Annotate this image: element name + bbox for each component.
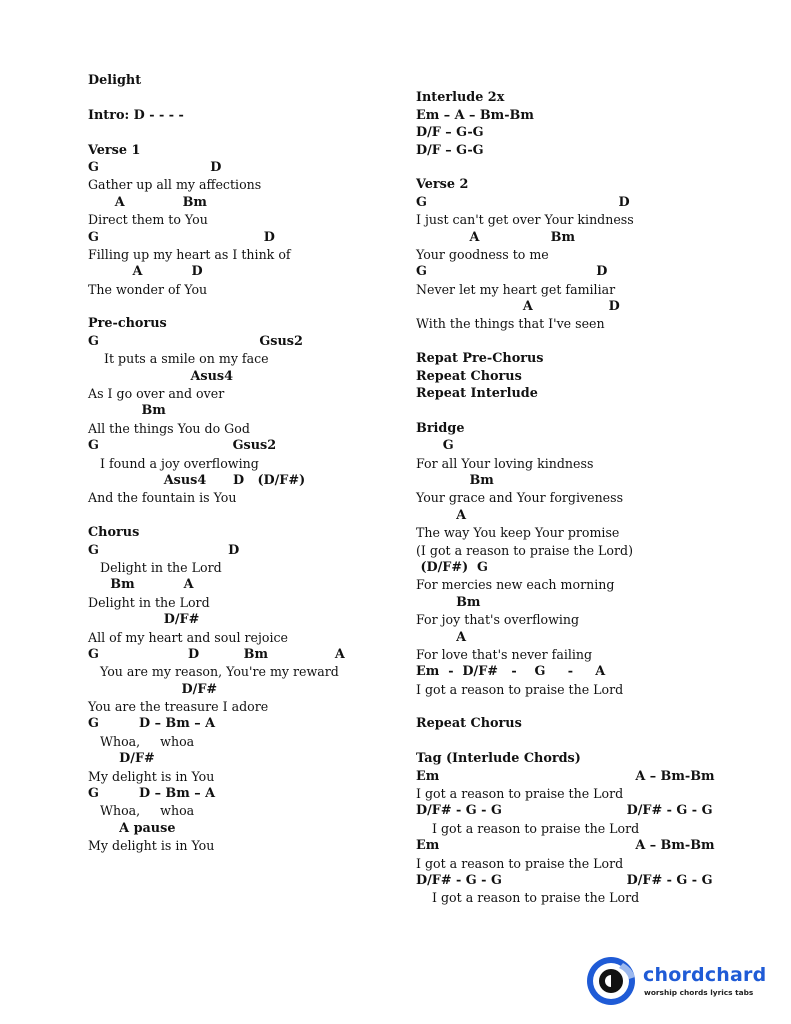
chord-line: Asus4 D (D/F#) [88, 472, 306, 488]
chord-line: Em A – Bm-Bm [416, 838, 715, 854]
heading-line: Tag (Interlude Chords) [416, 751, 581, 767]
heading-line: Pre-chorus [88, 316, 167, 332]
lyric-line: I got a reason to praise the Lord [416, 855, 624, 871]
spacer [88, 89, 388, 106]
chord-line: Bm [416, 472, 494, 488]
lyric-line: I got a reason to praise the Lord [416, 681, 624, 697]
chord-line: D/F# [88, 751, 155, 767]
heading-line: Verse 2 [416, 177, 469, 193]
chord-line: D/F# - G - G D/F# - G - G [416, 872, 713, 888]
chord-line: A Bm [416, 229, 576, 245]
chord-line: G D [416, 264, 608, 280]
lyric-line: Your goodness to me [416, 246, 549, 262]
lyric-line: For all Your loving kindness [416, 455, 594, 471]
lyric-line: You are my reason, You're my reward [88, 664, 339, 680]
chord-line: D/F# - G - G D/F# - G - G [416, 803, 713, 819]
chord-line: (D/F#) G [416, 559, 488, 575]
lyric-line: Direct them to You [88, 212, 208, 228]
heading-line: Interlude 2x [416, 90, 505, 106]
lyric-line: For love that's never failing [416, 646, 593, 662]
left-column [88, 72, 388, 855]
lyric-line: Delight in the Lord [88, 594, 210, 610]
chord-line: A D [88, 264, 203, 280]
logo-tagline: worship chords lyrics tabs [644, 988, 754, 997]
spacer [416, 72, 716, 89]
lyric-line: All the things You do God [88, 420, 250, 436]
logo-name: chordchard [643, 964, 767, 986]
lyric-line: As I go over and over [88, 386, 225, 402]
chord-line: D/F – G-G [416, 142, 484, 158]
chord-line: G D [416, 194, 630, 210]
chord-line: Asus4 [88, 368, 234, 384]
chord-line: Bm A [88, 577, 194, 593]
lyric-line: I got a reason to praise the Lord [416, 890, 640, 906]
chord-line: G Gsus2 [88, 438, 277, 454]
chord-line: A Bm [88, 194, 207, 210]
lyric-line: Whoa, whoa [88, 803, 195, 819]
chord-line: G [416, 438, 454, 454]
chord-line: G D – Bm – A [88, 786, 216, 802]
chord-line: D/F – G-G [416, 125, 484, 141]
title-line: Delight [88, 73, 142, 88]
lyric-line: And the fountain is You [88, 490, 237, 506]
chord-line: A D [416, 299, 620, 315]
lyric-line: With the things that I've seen [416, 316, 605, 332]
lyric-line: (I got a reason to praise the Lord) [416, 542, 634, 558]
spacer [416, 733, 716, 750]
heading-line: Intro: D - - - - [88, 107, 184, 123]
lyric-line: It puts a smile on my face [88, 351, 269, 367]
lyric-line: For mercies new each morning [416, 577, 615, 593]
chord-line: A [416, 629, 467, 645]
chord-line: A [416, 507, 467, 523]
lyric-line: You are the treasure I adore [88, 699, 269, 715]
heading-line: Chorus [88, 525, 140, 541]
spacer [88, 298, 388, 315]
chord-line: G D Bm A [88, 646, 345, 662]
heading-line: Bridge [416, 420, 465, 436]
chord-line: D/F# [88, 612, 200, 628]
right-column [416, 72, 716, 907]
chord-line: D/F# [88, 681, 218, 697]
spacer [88, 507, 388, 524]
chord-line: A pause [88, 820, 176, 836]
lyric-line: Never let my heart get familiar [416, 281, 616, 297]
heading-line: Repeat Chorus [416, 716, 522, 732]
lyric-line: All of my heart and soul rejoice [88, 629, 288, 645]
chord-line: Bm [416, 594, 481, 610]
lyric-line: Your grace and Your forgiveness [416, 490, 624, 506]
chordchard-logo-icon [585, 955, 637, 1007]
lyric-line: The way You keep Your promise [416, 525, 620, 541]
chord-line: G D – Bm – A [88, 716, 216, 732]
lyric-line: I got a reason to praise the Lord [416, 820, 640, 836]
chordchard-logo[interactable] [585, 955, 765, 1011]
lyric-line: For joy that's overflowing [416, 612, 580, 628]
lyric-line: I got a reason to praise the Lord [416, 786, 624, 802]
lyric-line: Filling up my heart as I think of [88, 246, 291, 262]
chord-line: G D [88, 542, 240, 558]
spacer [416, 698, 716, 715]
lyric-line: Delight in the Lord [88, 559, 222, 575]
lyric-line: Gather up all my affections [88, 177, 262, 193]
lyric-line: My delight is in You [88, 838, 215, 854]
lyric-line: Whoa, whoa [88, 733, 195, 749]
heading-line: Verse 1 [88, 142, 141, 158]
heading-line: Repat Pre-Chorus [416, 351, 544, 367]
chord-line: Em A – Bm-Bm [416, 768, 715, 784]
lyric-line: I just can't get over Your kindness [416, 212, 634, 228]
chord-line: Bm [88, 403, 166, 419]
chord-line: G D [88, 229, 275, 245]
spacer [88, 124, 388, 141]
lyric-line: My delight is in You [88, 768, 215, 784]
heading-line: Repeat Interlude [416, 386, 538, 402]
spacer [416, 333, 716, 350]
chord-line: G Gsus2 [88, 333, 303, 349]
heading-line: Repeat Chorus [416, 368, 522, 384]
lyric-line: The wonder of You [88, 281, 208, 297]
chord-line: Em – A – Bm-Bm [416, 107, 534, 123]
chord-line: Em - D/F# - G - A [416, 664, 606, 680]
chord-line: G D [88, 159, 222, 175]
lyric-line: I found a joy overflowing [88, 455, 259, 471]
spacer [416, 402, 716, 419]
spacer [416, 159, 716, 176]
